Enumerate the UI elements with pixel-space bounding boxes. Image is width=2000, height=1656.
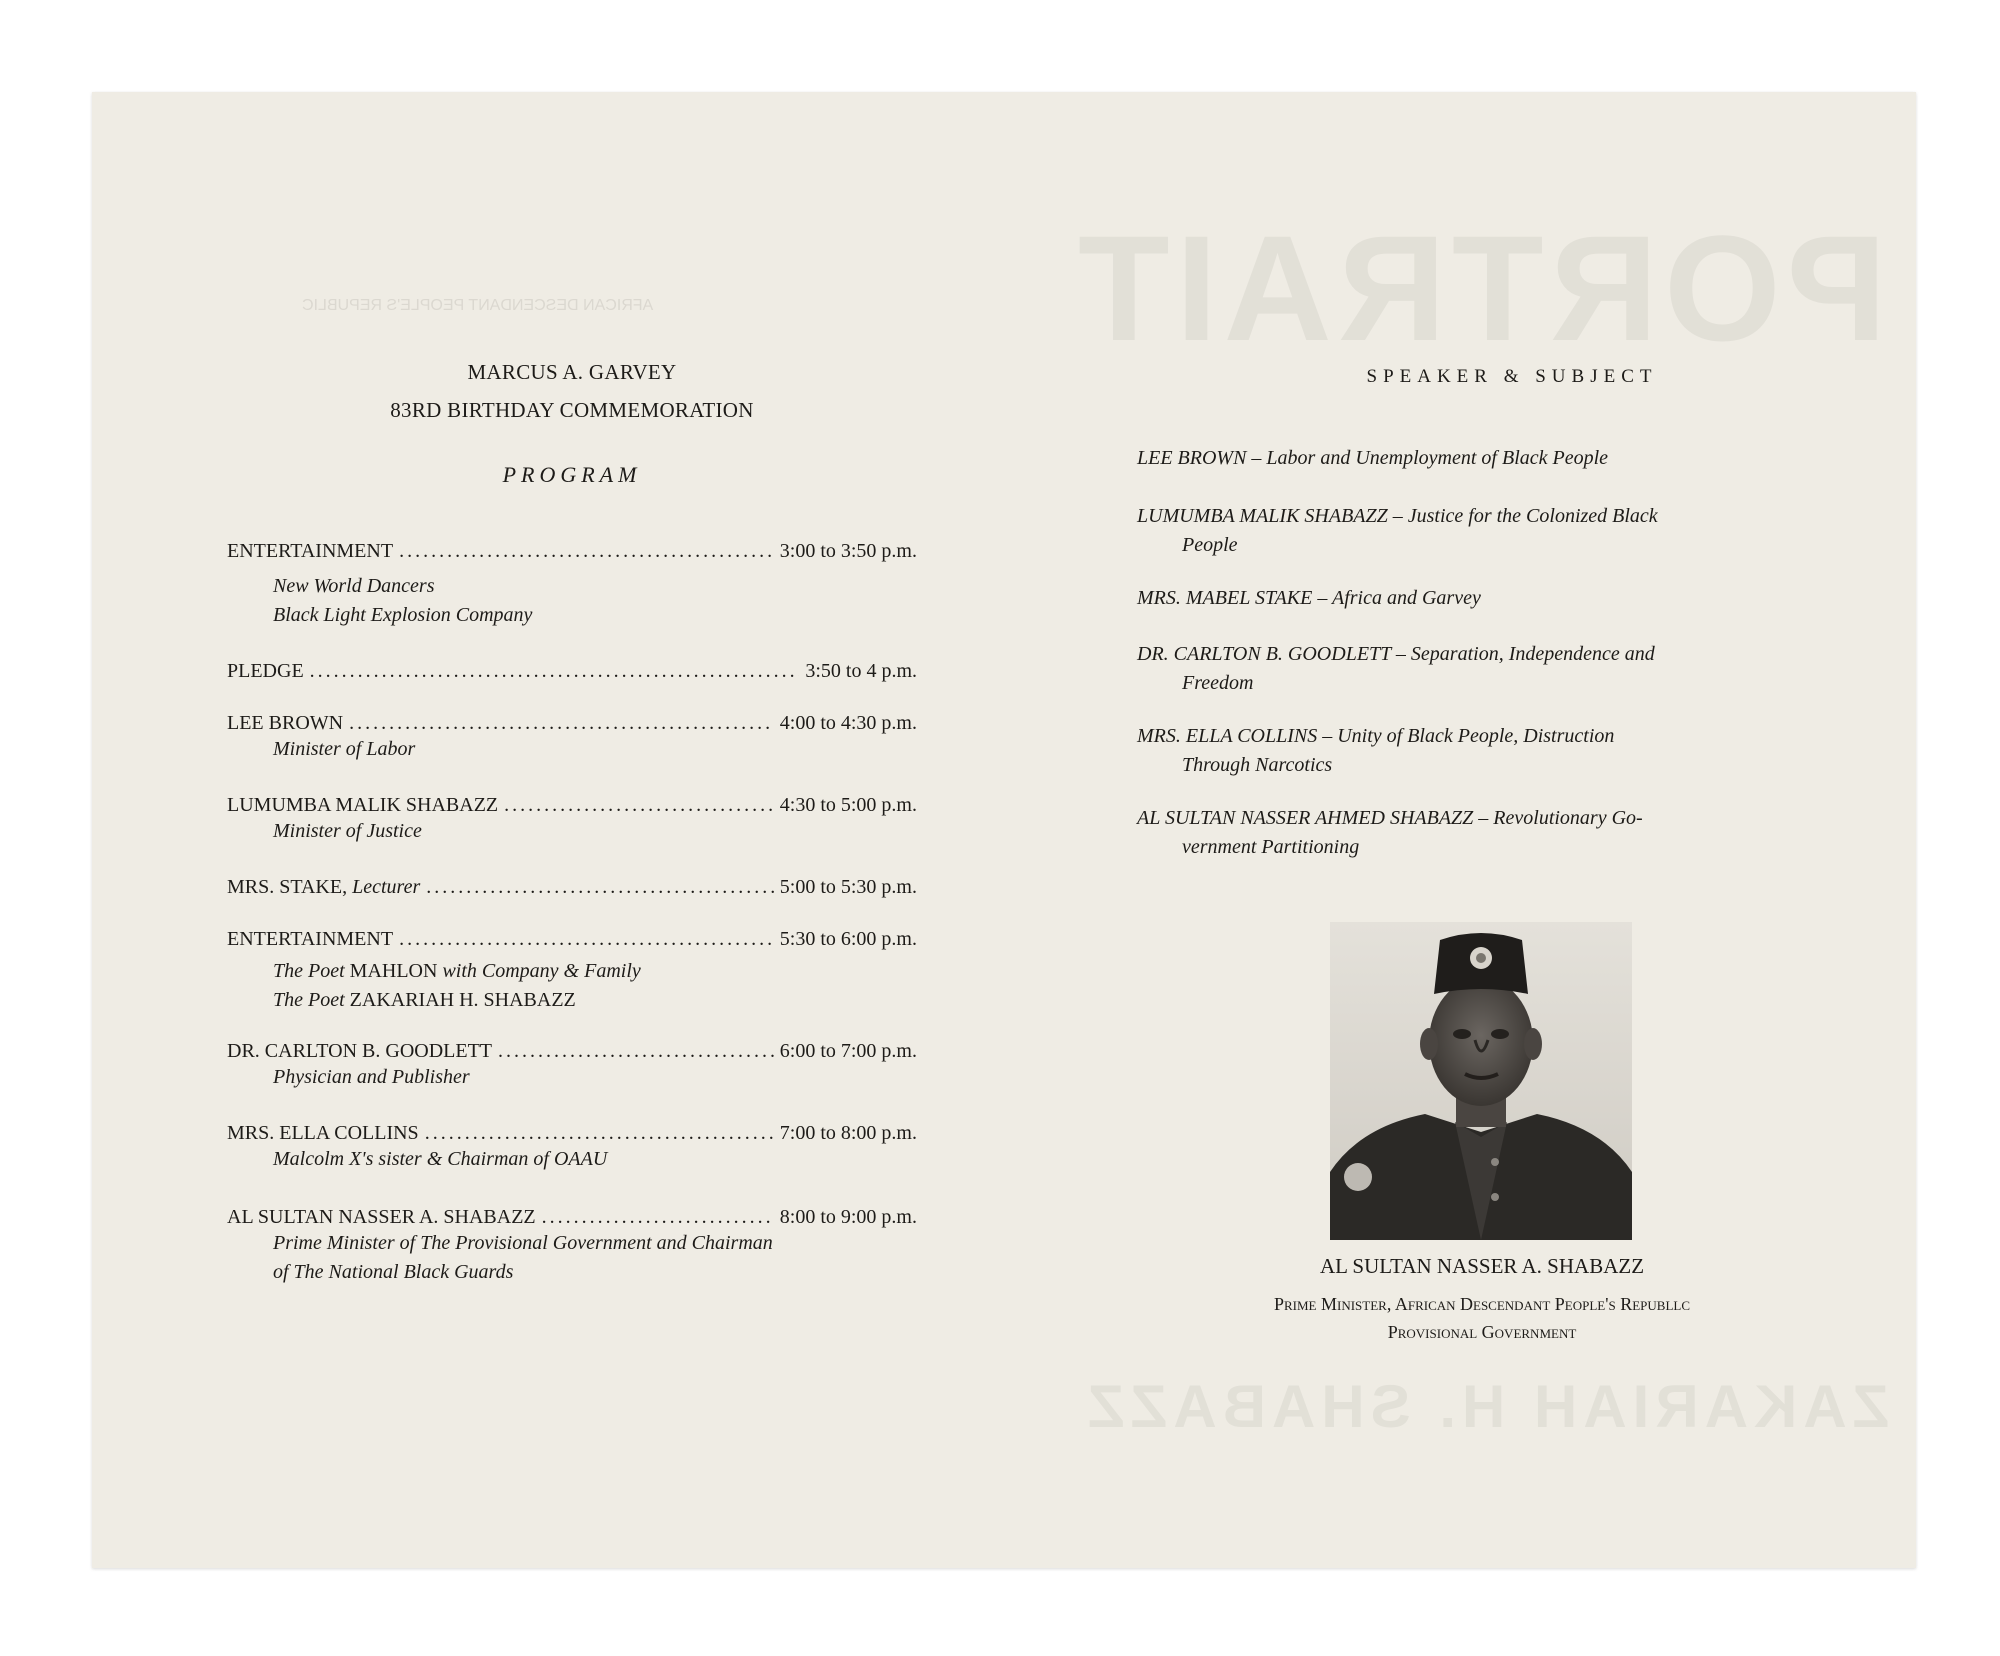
program-item-time: 8:00 to 9:00 p.m. xyxy=(779,1206,917,1228)
program-item-detail: Prime Minister of The Provisional Government and Chairman xyxy=(273,1232,773,1254)
program-item-time: 6:00 to 7:00 p.m. xyxy=(779,1040,917,1062)
leader-dots xyxy=(349,712,774,735)
speaker-entry: AL SULTAN NASSER AHMED SHABAZZ – Revolutionary Go- vernment Partitioning xyxy=(1137,807,1643,858)
program-item xyxy=(227,928,917,1015)
program-item xyxy=(227,540,917,630)
program-item-detail: The Poet ZAKARIAH H. SHABAZZ xyxy=(273,989,576,1011)
program-item-name: PLEDGE xyxy=(227,660,304,682)
program-item-detail: of The National Black Guards xyxy=(273,1261,514,1283)
program-item-name: MRS. STAKE, xyxy=(227,876,348,898)
program-item-name: LUMUMBA MALIK SHABAZZ xyxy=(227,794,499,816)
program-item xyxy=(227,876,917,899)
program-item-time: 5:00 to 5:30 p.m. xyxy=(779,876,917,898)
event-title: MARCUS A. GARVEY xyxy=(467,360,677,384)
leader-dots xyxy=(399,540,774,563)
speaker-entry: MRS. MABEL STAKE – Africa and Garvey xyxy=(1137,587,1481,609)
show-through-text: PORTRAIT xyxy=(1072,204,1887,372)
event-subtitle: 83RD BIRTHDAY COMMEMORATION xyxy=(390,398,754,422)
show-through-text: ZAKARIAH H. SHABAZZ xyxy=(1082,1373,1890,1440)
speaker-entry: MRS. ELLA COLLINS – Unity of Black People, Distruction Through Narcotics xyxy=(1137,725,1615,776)
program-sheet xyxy=(92,92,1916,1568)
portrait-photo xyxy=(1330,922,1632,1240)
portrait-caption-title: Prime Minister, African Descendant People's Republlc Provisional Government xyxy=(1273,1294,1691,1342)
program-item-name: DR. CARLTON B. GOODLETT xyxy=(227,1040,493,1062)
speaker-entry: LUMUMBA MALIK SHABAZZ – Justice for the Colonized Black People xyxy=(1137,505,1658,556)
portrait-caption-name: AL SULTAN NASSER A. SHABAZZ xyxy=(1319,1254,1645,1278)
portrait-illustration xyxy=(1330,922,1632,1240)
program-item-detail: Black Light Explosion Company xyxy=(273,604,533,626)
program-item-name: AL SULTAN NASSER A. SHABAZZ xyxy=(227,1206,536,1228)
program-item-detail: Physician and Publisher xyxy=(273,1066,470,1088)
program-item-name: ENTERTAINMENT xyxy=(227,540,394,562)
program-item-name: ENTERTAINMENT xyxy=(227,928,394,950)
program-item-role: Lecturer xyxy=(352,876,421,898)
program-item-time: 4:00 to 4:30 p.m. xyxy=(779,712,917,734)
program-item-time: 3:50 to 4 p.m. xyxy=(805,660,917,682)
leader-dots xyxy=(542,1206,774,1229)
program-item xyxy=(227,1040,917,1092)
program-heading: PROGRAM xyxy=(502,462,642,487)
program-item-detail: Minister of Labor xyxy=(273,738,416,760)
program-item-time: 5:30 to 6:00 p.m. xyxy=(779,928,917,950)
program-item-time: 7:00 to 8:00 p.m. xyxy=(779,1122,917,1144)
program-item xyxy=(227,712,917,764)
program-item-detail: New World Dancers xyxy=(273,575,435,597)
speaker-heading: SPEAKER & SUBJECT xyxy=(1366,366,1658,387)
program-item-name: MRS. ELLA COLLINS xyxy=(227,1122,419,1144)
leader-dots xyxy=(504,794,774,817)
program-item-name: LEE BROWN xyxy=(227,712,344,734)
program-item xyxy=(227,1206,917,1287)
leader-dots xyxy=(310,660,800,683)
program-item-detail: Malcolm X's sister & Chairman of OAAU xyxy=(273,1148,608,1170)
program-item xyxy=(227,1122,917,1174)
speaker-entry: LEE BROWN – Labor and Unemployment of Black People xyxy=(1137,447,1609,469)
leader-dots xyxy=(425,1122,774,1145)
program-item-time: 3:00 to 3:50 p.m. xyxy=(779,540,917,562)
program-item xyxy=(227,794,917,846)
speaker-entry: DR. CARLTON B. GOODLETT – Separation, Independence and Freedom xyxy=(1137,643,1655,694)
program-item-detail: The Poet MAHLON with Company & Family xyxy=(273,960,641,982)
leader-dots xyxy=(399,928,774,951)
show-through-text: AFRICAN DESCENDANT PEOPLE'S REPUBLIC xyxy=(302,297,654,314)
program-item xyxy=(227,660,917,683)
leader-dots xyxy=(498,1040,774,1063)
program-item-detail: Minister of Justice xyxy=(273,820,422,842)
leader-dots xyxy=(426,876,774,899)
program-item-time: 4:30 to 5:00 p.m. xyxy=(779,794,917,816)
